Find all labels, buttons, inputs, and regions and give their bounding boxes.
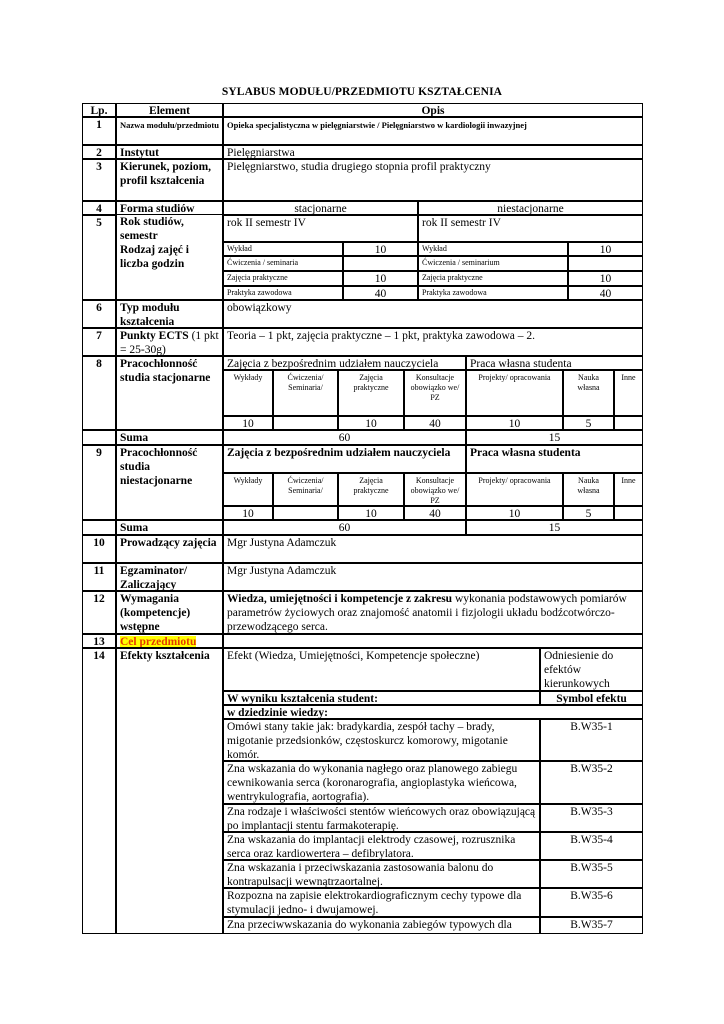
- row-5-stacjonarne: rok II semestr IV: [223, 215, 418, 242]
- effect-code: B.W35-7: [540, 917, 643, 934]
- header-lp: Lp.: [82, 103, 116, 117]
- effect-text: Zna przeciwwskazania do wykonania zabiegów typowych dla: [223, 917, 540, 934]
- row-13-label: Cel przedmiotu: [120, 636, 197, 648]
- zajecia-left-name: Wykład: [223, 242, 343, 256]
- row-8-col: Ćwiczenia/ Seminaria/: [273, 370, 338, 416]
- row-8-col: Konsultacje obowiązko we/ PZ: [404, 370, 466, 416]
- row-8-val: 10: [223, 416, 273, 430]
- symbol-label: Symbol efektu: [540, 691, 643, 705]
- row-4-lp: 4: [82, 201, 116, 215]
- row-8-val: 40: [404, 416, 466, 430]
- row-8-col: Projekty/ opracowania: [466, 370, 563, 416]
- row-8-head-direct: Zajęcia z bezpośrednim udziałem nauczyciela: [223, 356, 466, 370]
- row-12-lp: 12: [82, 591, 116, 634]
- row-10-value: Mgr Justyna Adamczuk: [223, 535, 643, 563]
- zajecia-label: Rodzaj zajęć i liczba godzin: [120, 244, 189, 270]
- zajecia-left-name: Zajęcia praktyczne: [223, 271, 343, 286]
- row-9-suma-empty: [82, 520, 116, 535]
- row-2-value: Pielęgniarstwa: [223, 145, 643, 159]
- row-14-lp: 14: [82, 648, 116, 934]
- zajecia-right-name: Wykład: [418, 242, 568, 256]
- row-9-val: 40: [404, 506, 466, 520]
- effect-text: Rozpozna na zapisie elektrokardiograficznym cechy typowe dla stymulacji jedno- i dwujamowej.: [223, 888, 540, 917]
- zajecia-left-name: Ćwiczenia / seminaria: [223, 256, 343, 271]
- row-12-value-cell: [223, 591, 643, 634]
- row-8-suma-self: 15: [466, 430, 643, 445]
- row-3-label: Kierunek, poziom, profil kształcenia: [116, 159, 223, 201]
- row-7-value: Teoria – 1 pkt, zajęcia praktyczne – 1 pkt, praktyka zawodowa – 2.: [223, 328, 643, 356]
- effect-code: B.W35-1: [540, 719, 643, 761]
- row-14-head-ref: Odniesienie do efektów kierunkowych: [540, 648, 643, 691]
- row-8-col: Inne: [614, 370, 643, 416]
- zajecia-right-hours: 10: [568, 242, 643, 256]
- row-2-lp: 2: [82, 145, 116, 159]
- row-7-label-cell: [116, 328, 223, 356]
- row-9-val: 5: [563, 506, 614, 520]
- effect-text: Zna wskazania do wykonania nagłego oraz planowego zabiegu cewnikowania serca (koronarografia, angioplastyka wieńcowa, wentrykulografia, aortografia).: [223, 761, 540, 804]
- effect-text: Zna wskazania do implantacji elektrody czasowej, rozrusznika serca oraz kardiowertera – defibrylatora.: [223, 832, 540, 860]
- zajecia-left-name: Praktyka zawodowa: [223, 286, 343, 300]
- row-8-suma-label: Suma: [116, 430, 223, 445]
- row-9-val: 10: [466, 506, 563, 520]
- effect-text: Omówi stany takie jak: bradykardia, zespół tachy – brady, migotanie przedsionków, częstoskurcz komorowy, migotanie komór.: [223, 719, 540, 761]
- row-8-val: 10: [338, 416, 404, 430]
- row-8-col: Zajęcia praktyczne: [338, 370, 404, 416]
- row-13-lp: 13: [82, 634, 116, 648]
- row-14-label: Efekty kształcenia: [116, 648, 223, 934]
- row-11-value: Mgr Justyna Adamczuk: [223, 563, 643, 591]
- zajecia-left-hours: 10: [343, 242, 418, 256]
- row-12-value-rest: wykonania podstawowych pomiarów parametrów życiowych oraz znajomość anatomii i fizjologii układu bodźcotwórczo-przewodzącego serca.: [227, 593, 627, 633]
- header-element: Element: [116, 103, 223, 117]
- row-8-val: [614, 416, 643, 430]
- row-5-lp: 5: [82, 215, 116, 300]
- row-9-val: 10: [338, 506, 404, 520]
- row-9-col: Konsultacje obowiązko we/ PZ: [404, 473, 466, 506]
- row-9-label: Pracochłonność studia niestacjonarne: [116, 445, 223, 520]
- row-9-head-direct: Zajęcia z bezpośrednim udziałem nauczyciela: [223, 445, 466, 473]
- row-6-label: Typ modułu kształcenia: [116, 300, 223, 328]
- row-6-lp: 6: [82, 300, 116, 328]
- zajecia-right-name: Ćwiczenia / seminarium: [418, 256, 568, 271]
- row-8-head-self: Praca własna studenta: [466, 356, 643, 370]
- row-8-lp: 8: [82, 356, 116, 430]
- zajecia-left-hours: 40: [343, 286, 418, 300]
- row-3-value: Pielęgniarstwo, studia drugiego stopnia profil praktyczny: [223, 159, 643, 201]
- row-4-stacjonarne: stacjonarne: [223, 201, 418, 215]
- row-9-val: 10: [223, 506, 273, 520]
- row-9-suma-direct: 60: [223, 520, 466, 535]
- result-label: W wyniku kształcenia student:: [223, 691, 540, 705]
- zajecia-left-hours: 10: [343, 271, 418, 286]
- row-8-suma-empty: [82, 430, 116, 445]
- row-5-label-cell: [116, 215, 223, 300]
- zajecia-left-hours: [343, 256, 418, 271]
- row-5-niestacjonarne: rok II semestr IV: [418, 215, 643, 242]
- row-8-val: 5: [563, 416, 614, 430]
- row-9-col: Ćwiczenia/ Seminaria/: [273, 473, 338, 506]
- row-12-label: Wymagania (kompetencje) wstępne: [116, 591, 223, 634]
- row-9-col: Inne: [614, 473, 643, 506]
- domain-label: w dziedzinie wiedzy:: [223, 705, 643, 719]
- zajecia-right-hours: 10: [568, 271, 643, 286]
- row-9-suma-label: Suma: [116, 520, 223, 535]
- row-10-lp: 10: [82, 535, 116, 563]
- row-8-val: 10: [466, 416, 563, 430]
- row-9-val: [273, 506, 338, 520]
- row-7-lp: 7: [82, 328, 116, 356]
- row-9-col: Projekty/ opracowania: [466, 473, 563, 506]
- effect-text: Zna rodzaje i właściwości stentów wieńcowych oraz obowiązującą po implantacji stentu farmakoterapię.: [223, 804, 540, 832]
- effect-text: Zna wskazania i przeciwskazania zastosowania balonu do kontrapulsacji wewnątrzaortalnej.: [223, 860, 540, 888]
- row-9-col: Zajęcia praktyczne: [338, 473, 404, 506]
- row-8-label: Pracochłonność studia stacjonarne: [116, 356, 223, 430]
- row-3-lp: 3: [82, 159, 116, 201]
- row-10-label: Prowadzący zajęcia: [116, 535, 223, 563]
- page-title: SYLABUS MODUŁU/PRZEDMIOTU KSZTAŁCENIA: [221, 86, 503, 98]
- effect-code: B.W35-4: [540, 832, 643, 860]
- zajecia-right-hours: 40: [568, 286, 643, 300]
- row-1-label: Nazwa modułu/przedmiotu: [116, 117, 223, 145]
- row-6-value: obowiązkowy: [223, 300, 643, 328]
- row-1-lp: 1: [82, 117, 116, 145]
- effect-code: B.W35-6: [540, 888, 643, 917]
- row-13-value: [223, 634, 643, 648]
- row-9-suma-self: 15: [466, 520, 643, 535]
- row-4-niestacjonarne: niestacjonarne: [418, 201, 643, 215]
- row-8-col: Nauka własna: [563, 370, 614, 416]
- row-5-label: Rok studiów, semestr: [120, 216, 184, 242]
- effect-code: B.W35-3: [540, 804, 643, 832]
- row-14-head: Efekt (Wiedza, Umiejętności, Kompetencje społeczne): [223, 648, 540, 691]
- row-2-label: Instytut: [116, 145, 223, 159]
- row-7-label-extra: (1 pkt = 25-30g): [120, 330, 219, 356]
- zajecia-right-name: Praktyka zawodowa: [418, 286, 568, 300]
- row-8-col: Wykłady: [223, 370, 273, 416]
- row-12-value-bold: Wiedza, umiejętności i kompetencje z zakresu: [227, 593, 453, 605]
- row-9-lp: 9: [82, 445, 116, 520]
- header-opis: Opis: [223, 103, 643, 117]
- row-1-value: Opieka specjalistyczna w pielęgniarstwie / Pielęgniarstwo w kardiologii inwazyjnej: [223, 117, 643, 145]
- zajecia-right-name: Zajęcia praktyczne: [418, 271, 568, 286]
- row-9-col: Wykłady: [223, 473, 273, 506]
- effect-code: B.W35-5: [540, 860, 643, 888]
- row-8-suma-direct: 60: [223, 430, 466, 445]
- row-9-val: [614, 506, 643, 520]
- row-9-col: Nauka własna: [563, 473, 614, 506]
- row-8-val: [273, 416, 338, 430]
- row-11-label: Egzaminator/ Zaliczający: [116, 563, 223, 591]
- row-11-lp: 11: [82, 563, 116, 591]
- row-9-head-self: Praca własna studenta: [466, 445, 643, 473]
- row-4-label: Forma studiów: [116, 201, 223, 215]
- zajecia-right-hours: [568, 256, 643, 271]
- effect-code: B.W35-2: [540, 761, 643, 804]
- row-13-label-cell: [116, 634, 223, 648]
- row-7-label: Punkty ECTS: [120, 330, 189, 342]
